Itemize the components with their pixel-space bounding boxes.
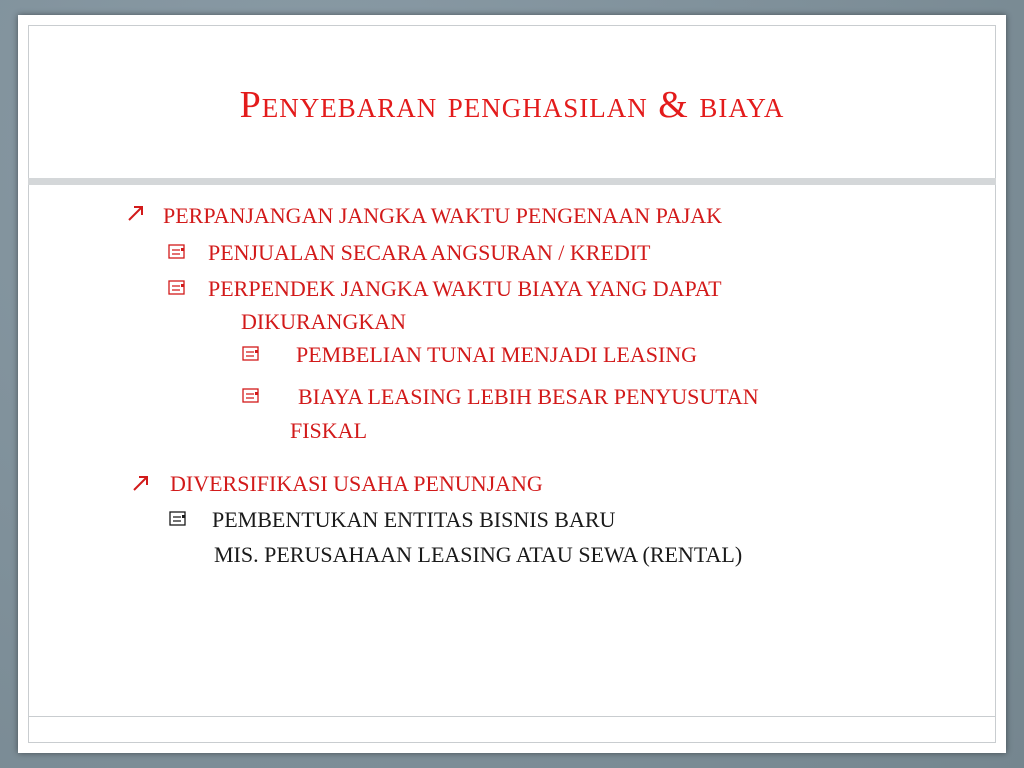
slide-title: Penyebaran penghasilan & biaya [239,84,785,126]
list-item-continuation: MIS. PERUSAHAAN LEASING ATAU SEWA (RENTAL) [214,542,743,567]
sub-list-item-continuation: FISKAL [290,418,368,443]
sub-list-item: BIAYA LEASING LEBIH BESAR PENYUSUTAN [298,384,759,409]
sub-list-item: PEMBELIAN TUNAI MENJADI LEASING [296,342,698,367]
checkbox-bullet-icon [169,511,187,527]
list-item-continuation: DIKURANGKAN [241,309,406,334]
checkbox-bullet-icon [168,244,186,260]
arrow-up-right-icon [126,203,146,229]
list-item: PERPENDEK JANGKA WAKTU BIAYA YANG DAPAT [208,276,722,301]
list-item: PEMBENTUKAN ENTITAS BISNIS BARU [212,507,616,532]
footer-divider [28,716,996,717]
title-divider [28,178,996,185]
section-heading-1: PERPANJANGAN JANGKA WAKTU PENGENAAN PAJAK [163,203,723,228]
checkbox-bullet-icon [242,388,260,404]
checkbox-bullet-icon [242,346,260,362]
title-area [18,15,1006,175]
checkbox-bullet-icon [168,280,186,296]
section-heading-2: DIVERSIFIKASI USAHA PENUNJANG [170,471,543,496]
list-item: PENJUALAN SECARA ANGSURAN / KREDIT [208,240,651,265]
slide [18,15,1006,753]
arrow-up-right-icon [131,473,151,499]
